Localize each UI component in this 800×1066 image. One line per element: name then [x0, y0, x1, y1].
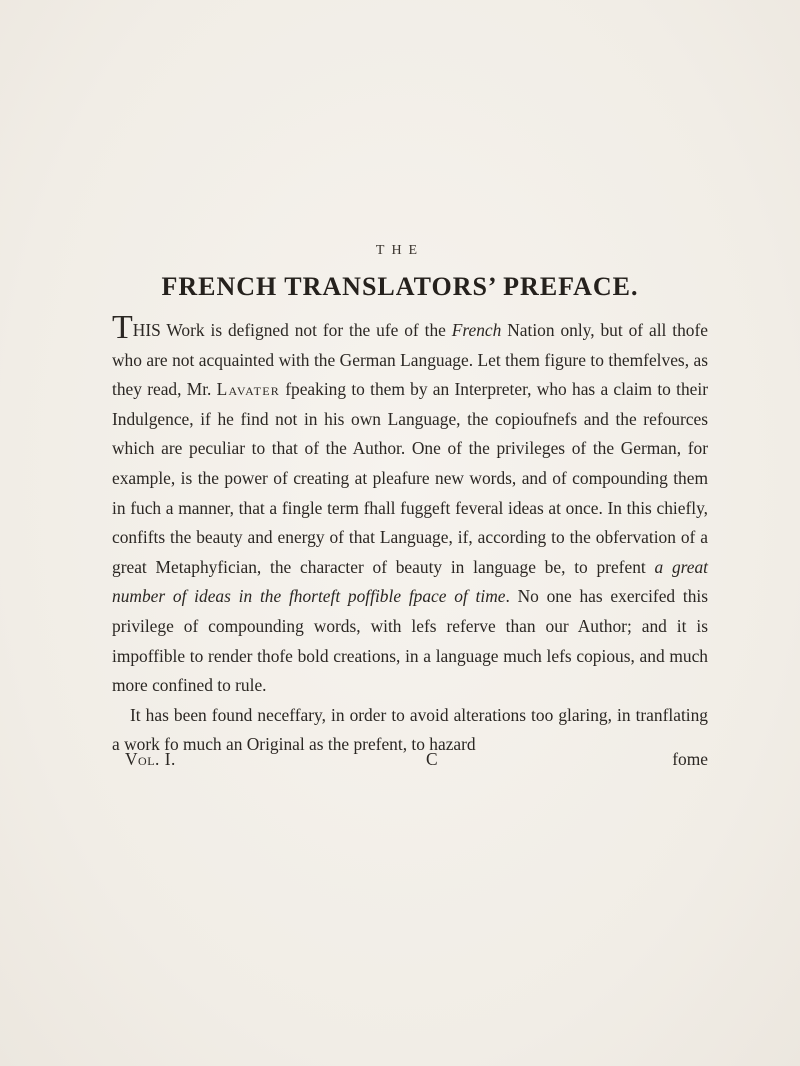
heading-the: THE: [375, 243, 425, 258]
catchword: fome: [672, 749, 708, 769]
signature-mark: C: [426, 749, 438, 769]
paragraph-1-text-a: Work is defigned not for the ufe of the: [160, 320, 452, 340]
paragraph-1: [112, 309, 709, 701]
paragraph-1-text-d: . No one has exercifed this privilege of compounding words, with lefs referve than our Author; and it is impoffible to render thofe bold creations, in a language much lefs copious, and much more confined to rule.: [112, 586, 708, 696]
paragraph-1-text-b: Nation only, but of all thofe who are not acquainted with the German Language. Let them figure to themfelves, as they read, Mr.: [112, 320, 708, 400]
page-footer: [125, 749, 708, 775]
page-title: FRENCH TRANSLATORS’ PREFACE.: [161, 272, 639, 301]
italic-french: French: [451, 320, 502, 340]
body-text: [112, 309, 709, 760]
paragraph-2: It has been found neceffary, in order to avoid alterations too glaring, in tranflating a work fo much an Original as the prefent, to hazard: [112, 704, 708, 755]
author-name: Lavater: [216, 379, 280, 400]
volume-label: Vol. I.: [125, 749, 176, 769]
opening-smallcaps: HIS: [132, 320, 161, 340]
drop-cap: T: [112, 309, 133, 346]
paragraph-1-text-c: fpeaking to them by an Interpreter, who has a claim to their Indulgence, if he find not in his own Language, the copioufnefs and the refources which are peculiar to that of the Author. One of the privileges of the German, for example, is the power of creating at pleafure new words, and of compounding them in fuch a manner, that a fingle term fhall fuggeft feveral ideas at once. In this chiefly, confifts the beauty and energy of that Language, if, according to the obfervation of a great Metaphyfician, the character of beauty in language be, to prefent: [112, 379, 708, 577]
italic-quote: a great number of ideas in the fhorteft poffible fpace of time: [112, 556, 709, 607]
